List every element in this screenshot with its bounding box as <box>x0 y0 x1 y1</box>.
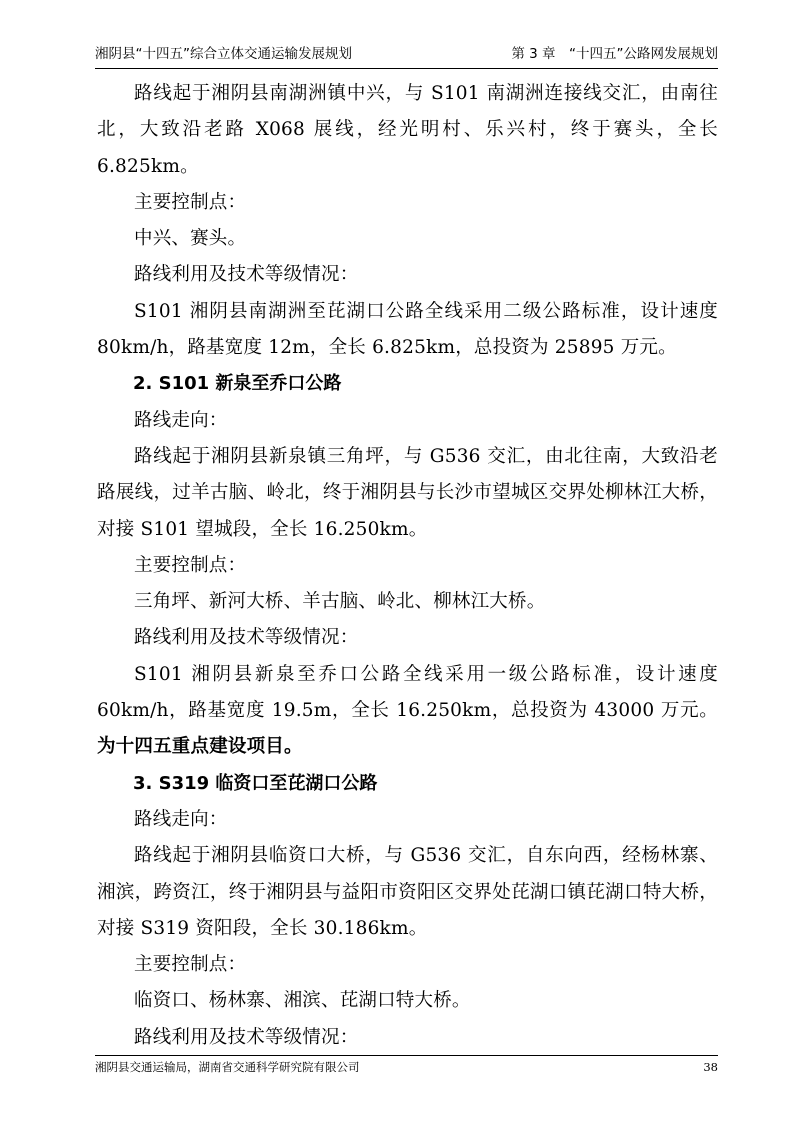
section-heading-s101-xinquan: 2. S101 新泉至乔口公路 <box>133 373 342 395</box>
paragraph-route-description: 路线起于湘阴县南湖洲镇中兴，与 S101 南湖洲连接线交汇，由南往北，大致沿老路 X068 展线，经光明村、乐兴村，终于赛头，全长 6.825km。 <box>97 83 718 177</box>
paragraph-technical-label: 路线利用及技术等级情况： <box>134 264 359 286</box>
paragraph-route-description: 路线起于湘阴县新泉镇三角坪，与 G536 交汇，由北往南，大致沿老路展线，过羊古脑、岭北，终于湘阴县与长沙市望城区交界处柳林江大桥，对接 S101 望城段，全长 16.250km。 <box>97 445 718 540</box>
header-chapter-title: 第 3 章 “十四五”公路网发展规划 <box>511 46 718 62</box>
paragraph-route-direction-label: 路线走向： <box>134 409 228 431</box>
page-number: 38 <box>703 1060 718 1074</box>
section-heading-s319-linzikou: 3. S319 临资口至芘湖口公路 <box>133 772 378 794</box>
page-header <box>95 44 718 66</box>
paragraph-control-points: 三角坪、新河大桥、羊古脑、岭北、柳林江大桥。 <box>134 591 546 613</box>
header-document-title: 湘阴县“十四五”综合立体交通运输发展规划 <box>95 46 352 62</box>
technical-details-text: S101 湘阴县新泉至乔口公路全线采用一级公路标准，设计速度 60km/h，路基宽度 19.5m，全长 16.250km，总投资为 43000 万元。 <box>97 663 718 722</box>
paragraph-control-points-label: 主要控制点： <box>134 954 247 976</box>
paragraph-technical-label: 路线利用及技术等级情况： <box>134 627 359 649</box>
paragraph-technical-label: 路线利用及技术等级情况： <box>134 1026 359 1048</box>
paragraph-route-direction-label: 路线走向： <box>134 808 228 830</box>
paragraph-control-points: 临资口、杨林寨、湘滨、芘湖口特大桥。 <box>134 990 471 1012</box>
page-body <box>97 76 718 1056</box>
paragraph-route-description: 路线起于湘阴县临资口大桥，与 G536 交汇，自东向西，经杨林寨、湘滨，跨资江，终于湘阴县与益阳市资阳区交界处芘湖口镇芘湖口特大桥，对接 S319 资阳段，全长 30.186km。 <box>97 845 718 939</box>
paragraph-control-points-label: 主要控制点： <box>134 554 247 576</box>
paragraph-technical-details <box>97 657 718 766</box>
paragraph-technical-details: S101 湘阴县南湖洲至芘湖口公路全线采用二级公路标准，设计速度 80km/h，路基宽度 12m，全长 6.825km，总投资为 25895 万元。 <box>97 300 718 359</box>
paragraph-control-points: 中兴、赛头。 <box>134 228 247 250</box>
key-project-note: 为十四五重点建设项目。 <box>97 736 303 758</box>
paragraph-control-points-label: 主要控制点： <box>134 191 247 213</box>
footer-organizations: 湘阴县交通运输局，湖南省交通科学研究院有限公司 <box>95 1060 360 1074</box>
header-divider <box>95 68 718 69</box>
footer-divider <box>95 1055 718 1056</box>
